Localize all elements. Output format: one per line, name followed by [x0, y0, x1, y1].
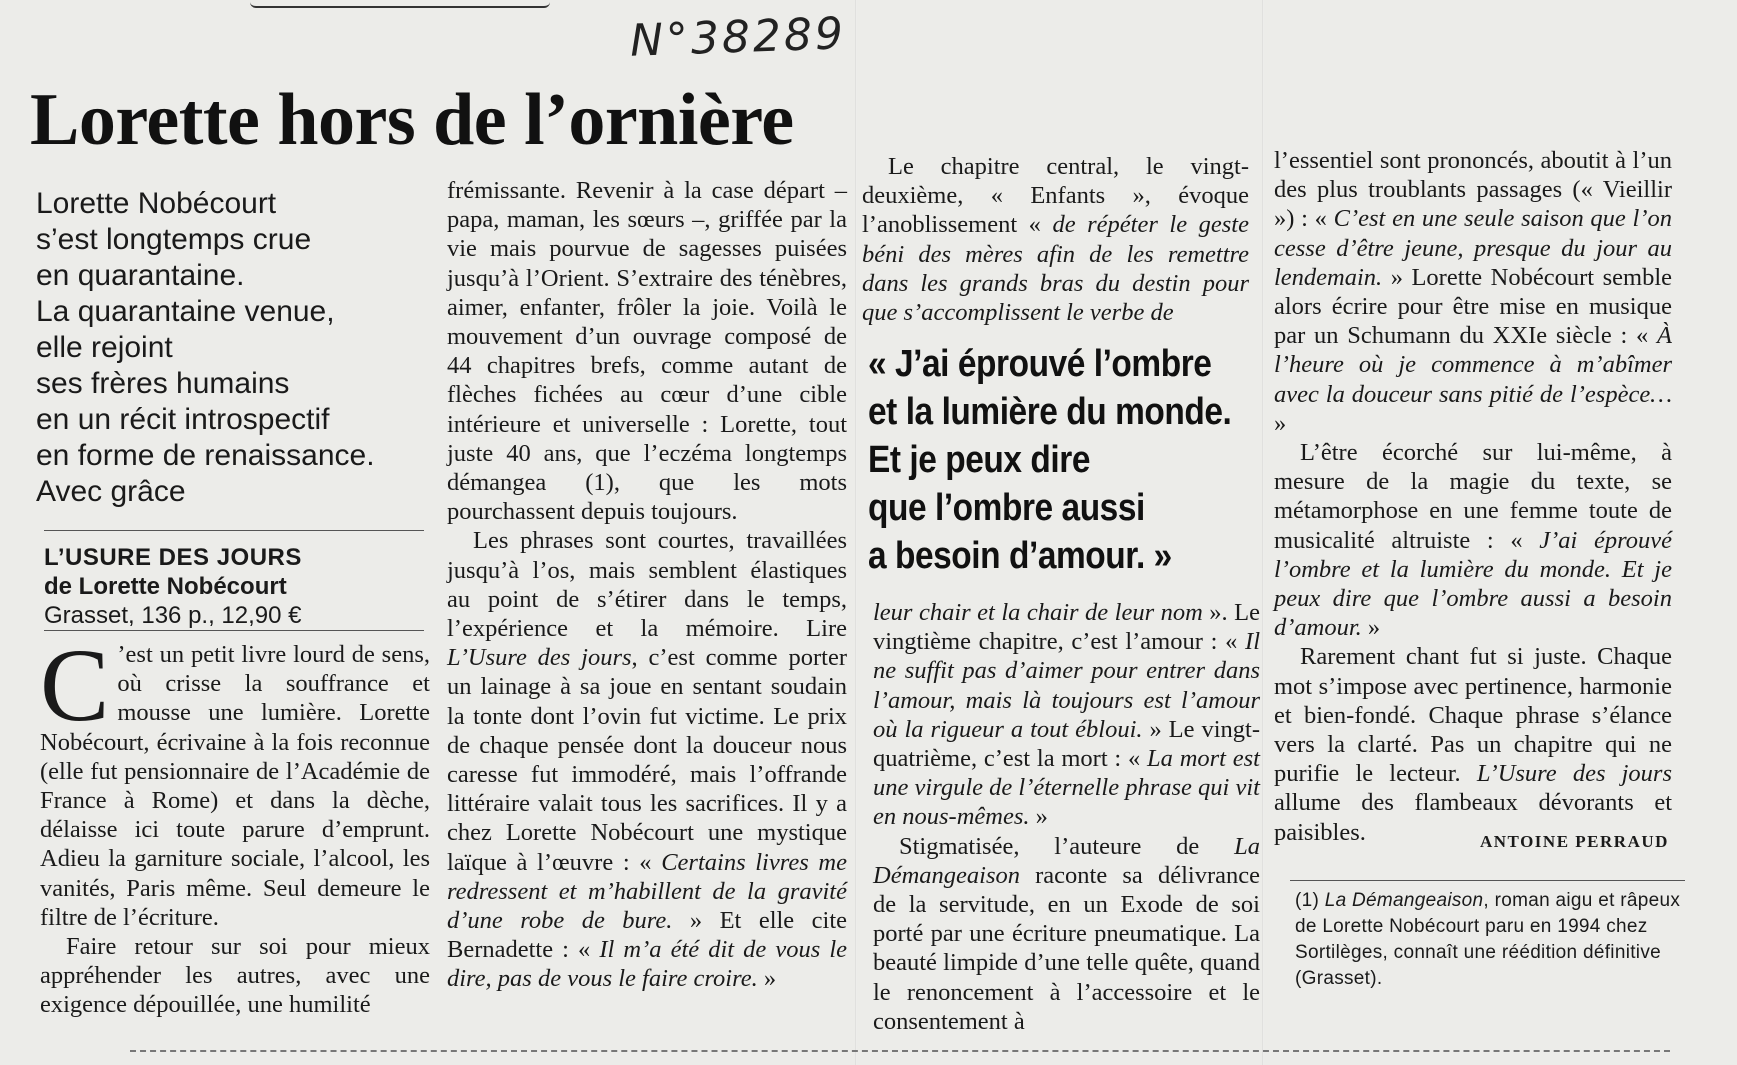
paragraph: Rarement chant fut si juste. Chaque mot s’impose avec pertinence, harmonie et bien-fondé. Chaque phrase s’élance vers la clarté. Pas un chapitre qui ne purifie le lecteur. L’Usure des jours allume des flambeaux dévorants et paisibles.: [1274, 643, 1672, 846]
paragraph: C ’est un petit livre lourd de sens, où crisse la souffrance et mousse une lumière. Lorette Nobécourt, écrivaine à la fois reconnue (elle fut pensionnaire de l’Académie de France à Rome) et dans la dèche, délaisse ici toute parure d’emprunt. Adieu la garniture sociale, l’alcool, les vanités, Paris même. Seul demeure le filtre de l’écriture.: [40, 628, 430, 931]
author-signature: ANTOINE PERRAUD: [1480, 832, 1669, 851]
paragraph: Stigmatisée, l’auteure de La Démangeaison raconte sa délivrance de la servitude, en un Exode de soi porté par une écriture pneumatique. La beauté limpide d’une telle quête, quand le renoncement à l’accessoire et le consentement à: [873, 832, 1260, 1035]
divider: [44, 530, 424, 531]
standfirst-line: s’est longtemps crue: [36, 223, 312, 256]
paragraph: Faire retour sur soi pour mieux appréhender les autres, avec une exigence dépouillée, une humilité: [40, 933, 430, 1019]
standfirst-line: en forme de renaissance.: [36, 439, 375, 472]
standfirst-line: Lorette Nobécourt: [36, 187, 277, 220]
book-info: [44, 543, 434, 630]
standfirst-line: La quarantaine venue,: [36, 295, 335, 328]
standfirst-line: Avec grâce: [36, 475, 186, 508]
pull-quote: [868, 340, 1232, 580]
column-1: [40, 628, 430, 1020]
pull-quote-line: « J’ai éprouvé l’ombre: [868, 343, 1212, 385]
standfirst-line: elle rejoint: [36, 331, 173, 364]
footnote: (1) La Démangeaison, roman aigu et râpeux de Lorette Nobécourt paru en 1994 chez Sortilèges, connaît une réédition définitive (Grasset).: [1295, 890, 1681, 989]
pull-quote-line: et la lumière du monde.: [868, 391, 1232, 433]
handwritten-archive-number: N°38289: [629, 8, 847, 67]
drop-cap: C: [40, 628, 110, 743]
column-4: [1274, 146, 1672, 847]
paragraph: frémissante. Revenir à la case départ – papa, maman, les sœurs –, griffée par la vie mais pourvue de sagesses puisées jusqu’à l’Orient. S’extraire des ténèbres, aimer, enfanter, frôler la joie. Voilà le mouvement d’un ouvrage composé de 44 chapitres brefs, comme autant de flèches fichées au cœur d’une cible intérieure et universelle : Lorette, tout juste 40 ans, que l’eczéma longtemps démangea (1), que les mots pourchassent depuis toujours.: [447, 177, 847, 526]
headline: Lorette hors de l’ornière: [30, 79, 794, 161]
book-title: L’USURE DES JOURS: [44, 544, 302, 571]
paragraph: Le chapitre central, le vingt-deuxième, « Enfants », évoque l’anoblissement « de répéter le geste béni des mères afin de les remettre dans les grands bras du destin pour que s’accomplissent le verbe de: [862, 153, 1249, 327]
column-3-bottom: [873, 598, 1260, 1036]
fold-line: [1262, 0, 1264, 1065]
standfirst-line: ses frères humains: [36, 367, 290, 400]
divider: [1290, 880, 1685, 881]
book-publisher-price: Grasset, 136 p., 12,90 €: [44, 602, 302, 629]
standfirst-line: en un récit introspectif: [36, 403, 330, 436]
book-author: de Lorette Nobécourt: [44, 573, 287, 600]
paragraph: L’être écorché sur lui-même, à mesure de la magie du texte, se métamorphose en une femme toute de musicalité altruiste : « J’ai éprouvé l’ombre et la lumière du monde. Et je peux dire que l’ombre aussi a besoin d’amour. »: [1274, 439, 1673, 642]
paragraph: leur chair et la chair de leur nom ». Le vingtième chapitre, c’est l’amour : « Il ne suffit pas d’aimer pour entrer dans l’amour, mais là toujours est l’amour où la rigueur a tout ébloui. » Le vingt-quatrième, c’est la mort : « La mort est une virgule de l’éternelle phrase qui vit en nous-mêmes. »: [873, 599, 1260, 831]
pull-quote-line: que l’ombre aussi: [868, 487, 1145, 529]
standfirst-line: en quarantaine.: [36, 259, 245, 292]
pull-quote-line: Et je peux dire: [868, 439, 1090, 481]
fold-line: [855, 0, 857, 1065]
pull-quote-line: a besoin d’amour. »: [868, 535, 1172, 577]
clipping-edge: [130, 1050, 1670, 1052]
standfirst: [36, 186, 375, 510]
column-3-top: [862, 152, 1249, 327]
column-2: [447, 176, 847, 994]
torn-edge-mark: [250, 0, 550, 8]
paragraph: Les phrases sont courtes, travaillées jusqu’à l’os, mais semblent élastiques au point de s’étirer dans le temps, l’expérience et la mémoire. Lire L’Usure des jours, c’est comme porter un lainage à sa joue en sentant soudain la tonte dont l’ovin fut victime. Le prix de chaque pensée dont la douceur nous caresse fut immodéré, mais l’offrande littéraire valait tous les sacrifices. Il y a chez Lorette Nobécourt une mystique laïque à l’œuvre : « Certains livres me redressent et m’habillent de la gravité d’une robe de bure. » Et elle cite Bernadette : « Il m’a été dit de vous le dire, pas de vous le faire croire. »: [447, 527, 848, 993]
paragraph: l’essentiel sont prononcés, aboutit à l’un des plus troublants passages (« Vieillir ») : « C’est en une seule saison que l’on cesse d’être jeune, presque du jour au lendemain. » Lorette Nobécourt semble alors écrire pour être mise en musique par un Schumann du XXIe siècle : « À l’heure où je commence à m’abîmer avec la douceur sans pitié de l’espèce… »: [1274, 147, 1672, 437]
